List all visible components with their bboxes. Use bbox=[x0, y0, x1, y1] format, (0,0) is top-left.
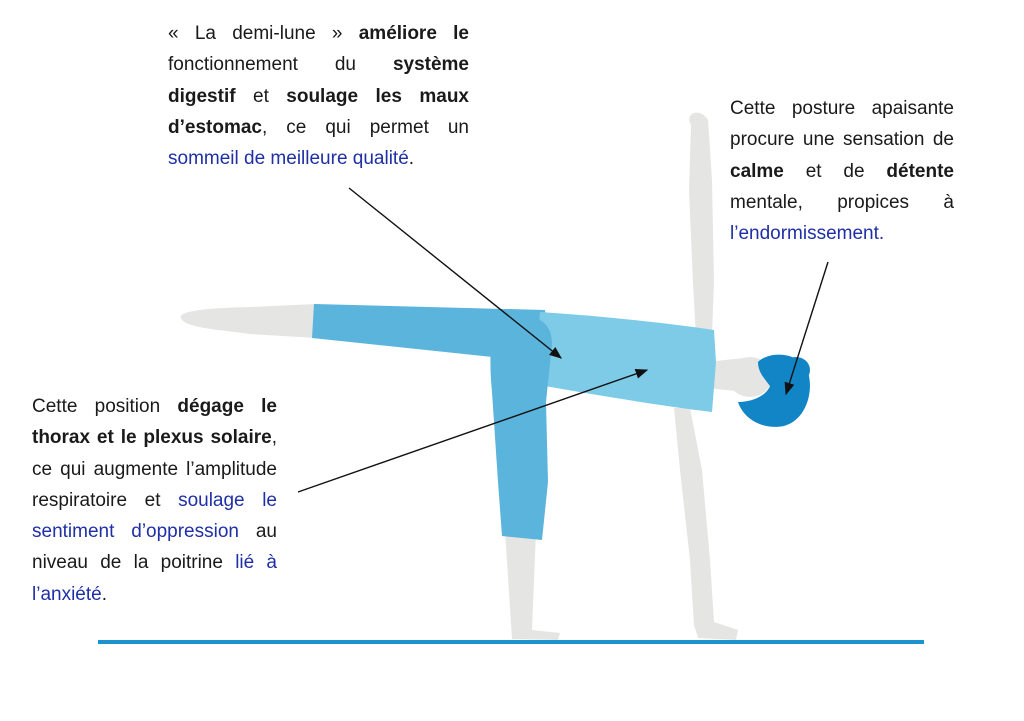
callout-left-text-4: . bbox=[101, 583, 107, 605]
callout-right-bold-2: détente bbox=[886, 160, 954, 182]
callout-top-text-3: et bbox=[235, 85, 287, 107]
callout-left-text-2: , ce qui augmente l’amplitude respiratoire et bbox=[32, 427, 277, 511]
callout-left-text-1: Cette position bbox=[32, 396, 178, 417]
callout-top-bold-1: améliore le bbox=[358, 23, 469, 44]
callout-top-text-1: « La demi-lune » bbox=[168, 23, 359, 44]
callout-breathing bbox=[32, 391, 277, 610]
callout-right-text-3: mentale, propices à bbox=[730, 191, 954, 213]
callout-top-bold-2: système digestif bbox=[168, 54, 469, 107]
supporting-arm bbox=[505, 530, 560, 640]
extended-foot bbox=[181, 304, 316, 338]
arrow-left bbox=[298, 370, 647, 492]
callout-top-text-2: fonctionnement du bbox=[168, 54, 393, 76]
raised-arm bbox=[689, 113, 714, 338]
callout-left-text-3: au niveau de la poitrine bbox=[32, 521, 277, 574]
standing-leg bbox=[674, 408, 738, 640]
callout-right-bold-1: calme bbox=[730, 160, 784, 182]
torso-shirt bbox=[539, 312, 716, 412]
callout-left-highlight-2: lié à l’anxiété bbox=[32, 552, 278, 605]
callout-top-text-5: . bbox=[408, 148, 415, 170]
callout-right-highlight: l’endormissement. bbox=[730, 223, 885, 245]
callout-digestion bbox=[168, 18, 469, 174]
callout-top-highlight: sommeil de meilleure qualité bbox=[168, 148, 409, 170]
callout-left-bold-1: dégage le thorax et le plexus solaire bbox=[32, 396, 277, 449]
callout-top-bold-3: soulage les maux d’estomac bbox=[168, 85, 469, 138]
callout-calm bbox=[730, 93, 954, 249]
sleeve-arm bbox=[490, 316, 552, 540]
callout-left-highlight-1: soulage le sentiment d’oppression bbox=[32, 489, 277, 543]
callout-right-text-1: Cette posture apaisante procure une sensation de bbox=[730, 98, 954, 151]
callout-top-text-4: , ce qui permet un bbox=[261, 116, 469, 138]
callout-right-text-2: et de bbox=[783, 160, 887, 182]
